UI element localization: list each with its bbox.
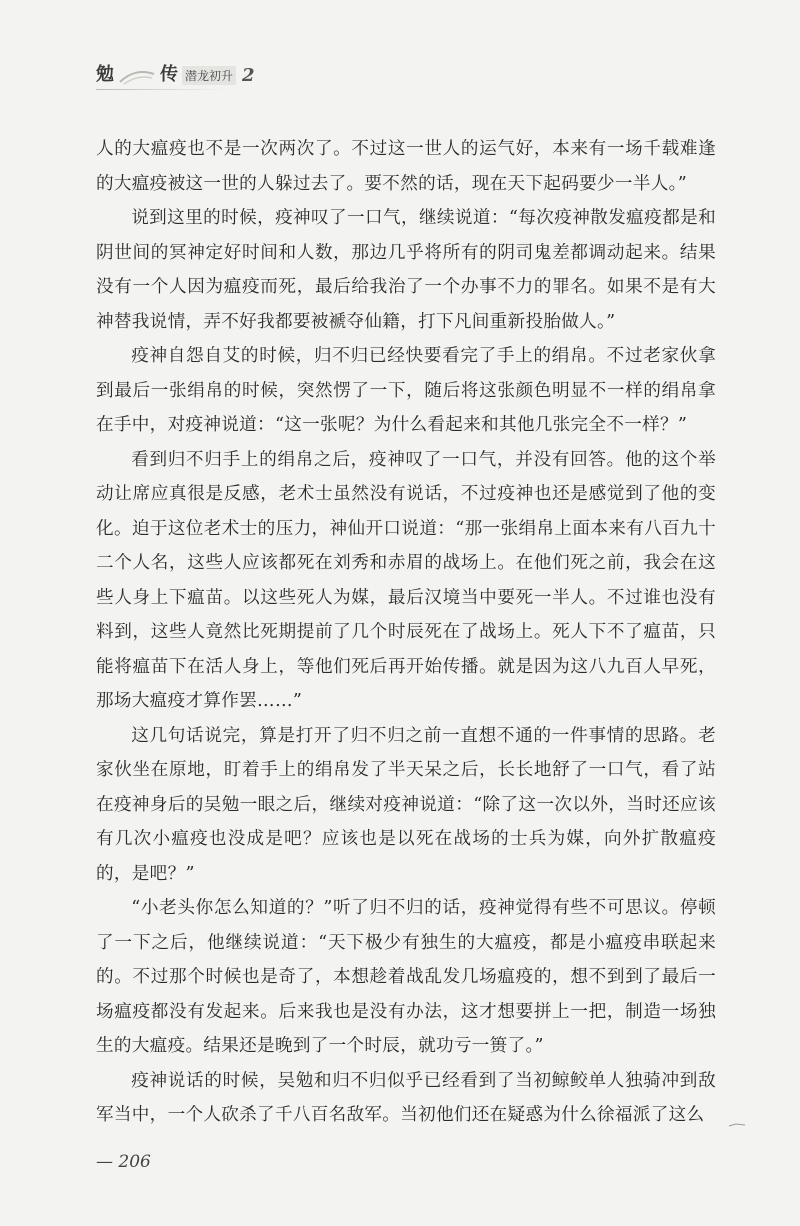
paragraph-3: 疫神自怨自艾的时候，归不归已经快要看完了手上的绢帛。不过老家伙拿到最后一张绢帛的时候，突然愣了一下，随后将这张颜色明显不一样的绢帛拿在手中，对疫神说道：“这一张呢？为什么看起来和其他几张完全不一样？” <box>96 346 716 435</box>
header-subtitle: 潜龙初升 <box>182 66 236 85</box>
paragraph-7: 疫神说话的时候，吴勉和归不归似乎已经看到了当初鲸鲛单人独骑冲到敌军当中，一个人砍杀了千八百名敌军。当初他们还在疑惑为什么徐福派了这么 <box>96 1070 716 1125</box>
paragraph-2: 说到这里的时候，疫神叹了一口气，继续说道：“每次疫神散发瘟疫都是和阴世间的冥神定好时间和人数，那边几乎将所有的阴司鬼差都调动起来。结果没有一个人因为瘟疫而死，最后给我治了一个办事不力的罪名。如果不是有大神替我说情，弄不好我都要被褫夺仙籍，打下凡间重新投胎做人。” <box>96 208 716 332</box>
paragraph-4: 看到归不归手上的绢帛之后，疫神叹了一口气，并没有回答。他的这个举动让席应真很是反感，老术士虽然没有说话，不过疫神也还是感觉到了他的变化。迫于这位老术士的压力，神仙开口说道：“那一张绢帛上面本来有八百九十二个人名，这些人应该都死在刘秀和赤眉的战场上。在他们死之前，我会在这些人身上下瘟苗。以这些死人为媒，最后汉境当中要死一半人。不过谁也没有料到，这些人竟然比死期提前了几个时辰死在了战场上。死人下不了瘟苗，只能将瘟苗下在活人身上，等他们死后再开始传播。就是因为这八九百人早死，那场大瘟疫才算作罢……” <box>96 449 716 711</box>
header-title-char-2: 传 <box>160 64 178 85</box>
paragraph-1: 人的大瘟疫也不是一次两次了。不过这一世人的运气好，本来有一场千载难逢的大瘟疫被这一世的人躲过去了。要不然的话，现在天下起码要少一半人。” <box>96 139 716 194</box>
header-divider <box>96 89 226 90</box>
body-text <box>96 132 716 1133</box>
page-number: — 206 <box>96 1152 151 1172</box>
scan-speck-icon <box>728 1122 746 1128</box>
running-header <box>96 60 255 86</box>
paragraph-5: 这几句话说完，算是打开了归不归之前一直想不通的一件事情的思路。老家伙坐在原地，盯着手上的绢帛发了半天呆之后，长长地舒了一口气，看了站在疫神身后的吴勉一眼之后，继续对疫神说道：“除了这一次以外，当时还应该有几次小瘟疫也没成是吧？应该也是以死在战场的士兵为媒，向外扩散瘟疫的，是吧？” <box>96 725 716 884</box>
paragraph-6: “小老头你怎么知道的？”听了归不归的话，疫神觉得有些不可思议。停顿了一下之后，他继续说道：“天下极少有独生的大瘟疫，都是小瘟疫串联起来的。不过那个时候也是奇了，本想趁着战乱发几场瘟疫的，想不到到了最后一场瘟疫都没有发起来。后来我也是没有办法，这才想要拼上一把，制造一场独生的大瘟疫。结果还是晚到了一个时辰，就功亏一篑了。” <box>96 898 716 1056</box>
swoosh-ornament-icon <box>118 68 156 86</box>
header-title-char-1: 勉 <box>96 64 114 85</box>
header-volume-number: 2 <box>242 65 255 86</box>
